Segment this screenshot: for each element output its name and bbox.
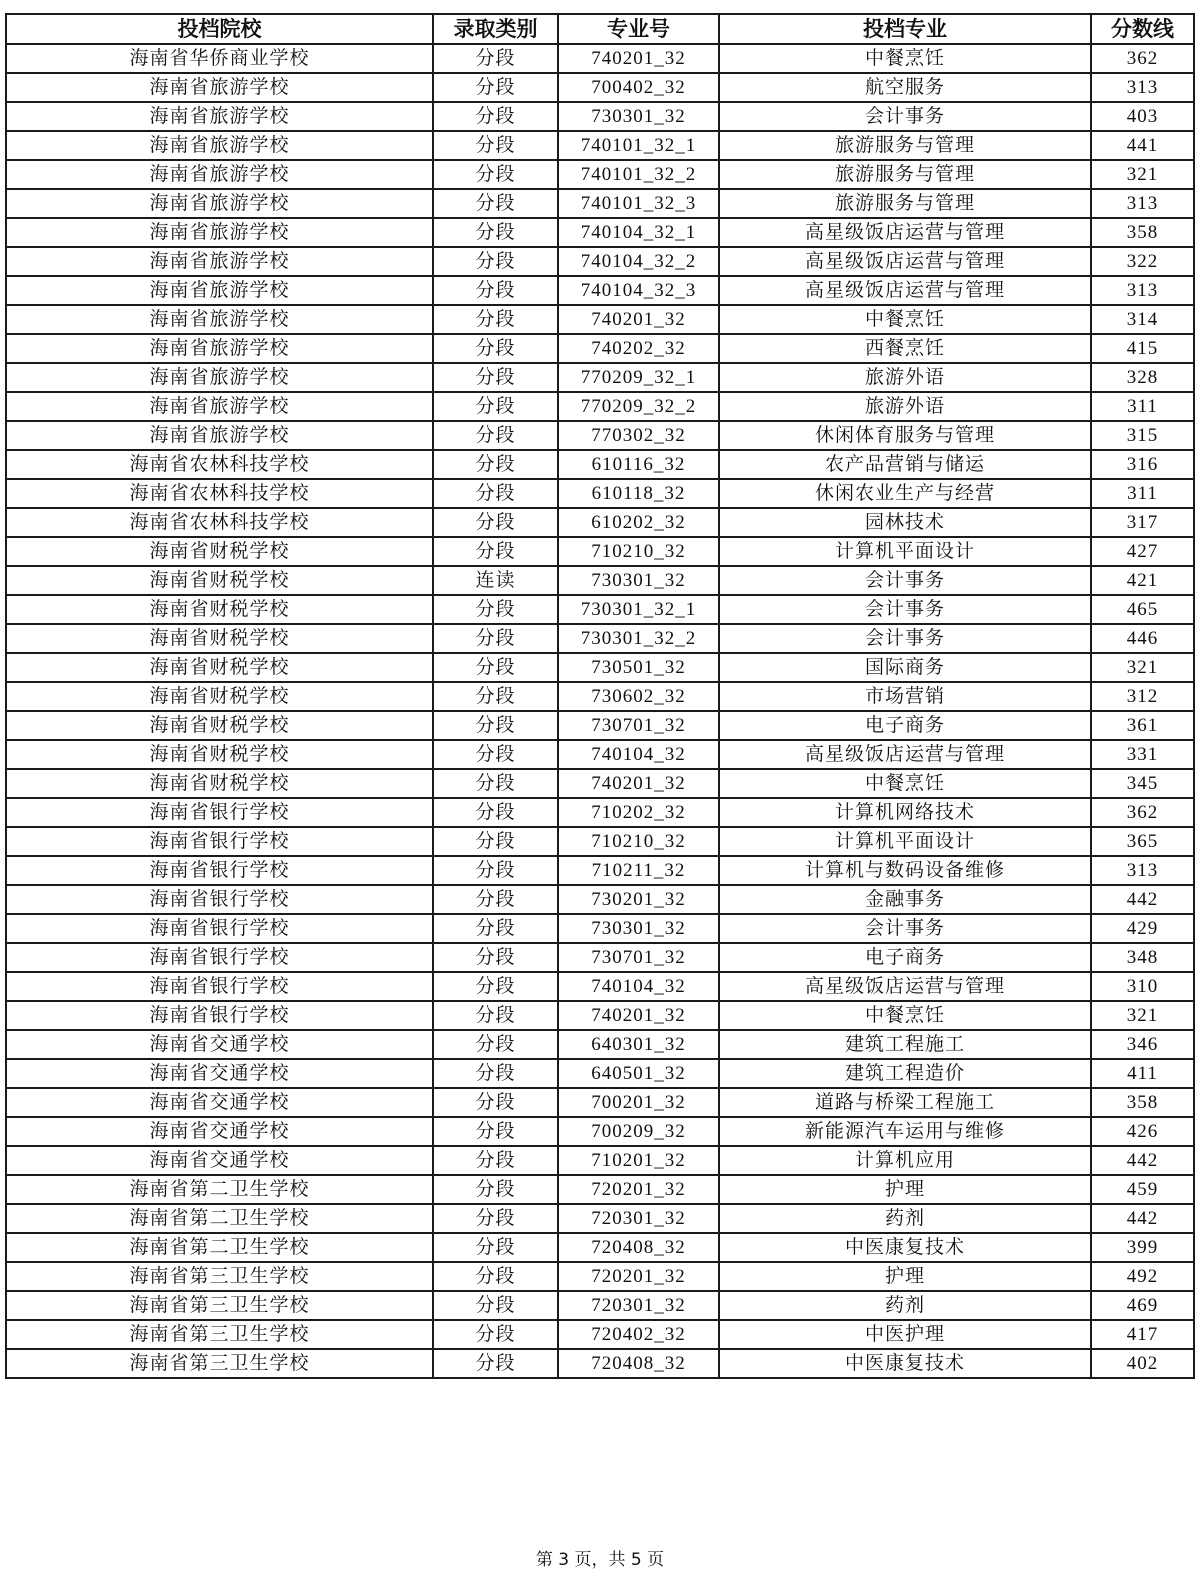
cell-school: 海南省旅游学校 bbox=[6, 102, 433, 131]
cell-major: 会计事务 bbox=[719, 566, 1091, 595]
cell-major: 高星级饭店运营与管理 bbox=[719, 247, 1091, 276]
cell-score: 399 bbox=[1091, 1233, 1194, 1262]
cell-code: 770302_32 bbox=[558, 421, 719, 450]
cell-category: 分段 bbox=[433, 624, 558, 653]
cell-score: 411 bbox=[1091, 1059, 1194, 1088]
table-row bbox=[6, 218, 1194, 247]
table-row bbox=[6, 798, 1194, 827]
cell-category: 分段 bbox=[433, 44, 558, 73]
cell-major: 护理 bbox=[719, 1175, 1091, 1204]
cell-school: 海南省农林科技学校 bbox=[6, 508, 433, 537]
cell-major: 高星级饭店运营与管理 bbox=[719, 972, 1091, 1001]
cell-major: 计算机应用 bbox=[719, 1146, 1091, 1175]
cell-score: 311 bbox=[1091, 392, 1194, 421]
table-row bbox=[6, 885, 1194, 914]
cell-school: 海南省交通学校 bbox=[6, 1059, 433, 1088]
table-row bbox=[6, 740, 1194, 769]
cell-category: 分段 bbox=[433, 769, 558, 798]
table-row bbox=[6, 595, 1194, 624]
cell-code: 740201_32 bbox=[558, 305, 719, 334]
table-row bbox=[6, 160, 1194, 189]
cell-code: 610116_32 bbox=[558, 450, 719, 479]
table-row bbox=[6, 131, 1194, 160]
cell-score: 321 bbox=[1091, 653, 1194, 682]
table-row bbox=[6, 276, 1194, 305]
table-row bbox=[6, 334, 1194, 363]
cell-school: 海南省旅游学校 bbox=[6, 189, 433, 218]
cell-major: 护理 bbox=[719, 1262, 1091, 1291]
cell-score: 313 bbox=[1091, 73, 1194, 102]
cell-code: 720201_32 bbox=[558, 1175, 719, 1204]
cell-code: 730301_32 bbox=[558, 914, 719, 943]
cell-category: 分段 bbox=[433, 305, 558, 334]
cell-code: 730301_32_2 bbox=[558, 624, 719, 653]
cell-major: 会计事务 bbox=[719, 914, 1091, 943]
cell-school: 海南省旅游学校 bbox=[6, 392, 433, 421]
table-row bbox=[6, 1349, 1194, 1378]
cell-category: 分段 bbox=[433, 421, 558, 450]
cell-major: 电子商务 bbox=[719, 943, 1091, 972]
cell-category: 分段 bbox=[433, 885, 558, 914]
cell-code: 710202_32 bbox=[558, 798, 719, 827]
table-row bbox=[6, 44, 1194, 73]
cell-category: 分段 bbox=[433, 682, 558, 711]
cell-school: 海南省第三卫生学校 bbox=[6, 1349, 433, 1378]
cell-score: 492 bbox=[1091, 1262, 1194, 1291]
cell-category: 分段 bbox=[433, 798, 558, 827]
cell-category: 分段 bbox=[433, 711, 558, 740]
table-row bbox=[6, 1233, 1194, 1262]
table-row bbox=[6, 1204, 1194, 1233]
cell-school: 海南省华侨商业学校 bbox=[6, 44, 433, 73]
cell-code: 740201_32 bbox=[558, 769, 719, 798]
cell-code: 730602_32 bbox=[558, 682, 719, 711]
table-row bbox=[6, 73, 1194, 102]
cell-code: 640301_32 bbox=[558, 1030, 719, 1059]
cell-score: 321 bbox=[1091, 160, 1194, 189]
table-row bbox=[6, 566, 1194, 595]
cell-major: 高星级饭店运营与管理 bbox=[719, 740, 1091, 769]
cell-category: 分段 bbox=[433, 740, 558, 769]
cell-school: 海南省银行学校 bbox=[6, 885, 433, 914]
cell-school: 海南省财税学校 bbox=[6, 740, 433, 769]
cell-school: 海南省旅游学校 bbox=[6, 160, 433, 189]
cell-major: 农产品营销与储运 bbox=[719, 450, 1091, 479]
cell-category: 分段 bbox=[433, 73, 558, 102]
cell-school: 海南省农林科技学校 bbox=[6, 450, 433, 479]
cell-school: 海南省财税学校 bbox=[6, 769, 433, 798]
cell-category: 分段 bbox=[433, 363, 558, 392]
cell-score: 361 bbox=[1091, 711, 1194, 740]
cell-score: 442 bbox=[1091, 885, 1194, 914]
cell-category: 分段 bbox=[433, 1204, 558, 1233]
cell-school: 海南省第二卫生学校 bbox=[6, 1175, 433, 1204]
cell-score: 365 bbox=[1091, 827, 1194, 856]
cell-category: 分段 bbox=[433, 914, 558, 943]
cell-code: 720201_32 bbox=[558, 1262, 719, 1291]
cell-category: 分段 bbox=[433, 508, 558, 537]
cell-code: 740201_32 bbox=[558, 44, 719, 73]
cell-score: 442 bbox=[1091, 1204, 1194, 1233]
table-header-row bbox=[6, 14, 1194, 44]
cell-code: 770209_32_1 bbox=[558, 363, 719, 392]
cell-major: 西餐烹饪 bbox=[719, 334, 1091, 363]
cell-score: 459 bbox=[1091, 1175, 1194, 1204]
cell-code: 720301_32 bbox=[558, 1291, 719, 1320]
cell-score: 321 bbox=[1091, 1001, 1194, 1030]
cell-code: 740101_32_3 bbox=[558, 189, 719, 218]
cell-major: 金融事务 bbox=[719, 885, 1091, 914]
page-number: 第 3 页，共 5 页 bbox=[535, 1550, 665, 1570]
cell-school: 海南省财税学校 bbox=[6, 595, 433, 624]
cell-major: 中餐烹饪 bbox=[719, 1001, 1091, 1030]
admission-score-table bbox=[5, 13, 1195, 1379]
cell-code: 700201_32 bbox=[558, 1088, 719, 1117]
cell-category: 分段 bbox=[433, 1030, 558, 1059]
table-row bbox=[6, 247, 1194, 276]
cell-major: 药剂 bbox=[719, 1204, 1091, 1233]
cell-code: 740101_32_1 bbox=[558, 131, 719, 160]
table-row bbox=[6, 653, 1194, 682]
table-row bbox=[6, 1320, 1194, 1349]
cell-major: 市场营销 bbox=[719, 682, 1091, 711]
cell-major: 新能源汽车运用与维修 bbox=[719, 1117, 1091, 1146]
cell-school: 海南省交通学校 bbox=[6, 1088, 433, 1117]
cell-school: 海南省第三卫生学校 bbox=[6, 1262, 433, 1291]
cell-score: 315 bbox=[1091, 421, 1194, 450]
cell-category: 分段 bbox=[433, 1175, 558, 1204]
cell-school: 海南省交通学校 bbox=[6, 1117, 433, 1146]
cell-code: 730701_32 bbox=[558, 943, 719, 972]
cell-school: 海南省旅游学校 bbox=[6, 305, 433, 334]
table-row bbox=[6, 1262, 1194, 1291]
cell-category: 分段 bbox=[433, 247, 558, 276]
cell-code: 730501_32 bbox=[558, 653, 719, 682]
cell-score: 316 bbox=[1091, 450, 1194, 479]
cell-category: 分段 bbox=[433, 1320, 558, 1349]
cell-score: 314 bbox=[1091, 305, 1194, 334]
cell-school: 海南省银行学校 bbox=[6, 1001, 433, 1030]
header-category: 录取类别 bbox=[433, 14, 558, 44]
cell-code: 700402_32 bbox=[558, 73, 719, 102]
cell-code: 720301_32 bbox=[558, 1204, 719, 1233]
cell-code: 710201_32 bbox=[558, 1146, 719, 1175]
cell-category: 分段 bbox=[433, 189, 558, 218]
cell-school: 海南省财税学校 bbox=[6, 624, 433, 653]
cell-major: 计算机与数码设备维修 bbox=[719, 856, 1091, 885]
cell-category: 分段 bbox=[433, 827, 558, 856]
cell-code: 740104_32 bbox=[558, 972, 719, 1001]
cell-major: 航空服务 bbox=[719, 73, 1091, 102]
cell-school: 海南省银行学校 bbox=[6, 856, 433, 885]
cell-code: 610118_32 bbox=[558, 479, 719, 508]
table-row bbox=[6, 450, 1194, 479]
table-row bbox=[6, 972, 1194, 1001]
cell-score: 313 bbox=[1091, 856, 1194, 885]
cell-code: 710210_32 bbox=[558, 537, 719, 566]
cell-score: 362 bbox=[1091, 798, 1194, 827]
cell-school: 海南省银行学校 bbox=[6, 972, 433, 1001]
cell-category: 分段 bbox=[433, 1349, 558, 1378]
cell-score: 402 bbox=[1091, 1349, 1194, 1378]
cell-score: 362 bbox=[1091, 44, 1194, 73]
cell-school: 海南省旅游学校 bbox=[6, 334, 433, 363]
cell-major: 园林技术 bbox=[719, 508, 1091, 537]
cell-code: 740104_32_3 bbox=[558, 276, 719, 305]
table-row bbox=[6, 1146, 1194, 1175]
cell-code: 730301_32_1 bbox=[558, 595, 719, 624]
cell-school: 海南省旅游学校 bbox=[6, 421, 433, 450]
table-row bbox=[6, 1175, 1194, 1204]
cell-score: 358 bbox=[1091, 1088, 1194, 1117]
cell-code: 720408_32 bbox=[558, 1233, 719, 1262]
cell-category: 分段 bbox=[433, 537, 558, 566]
cell-category: 分段 bbox=[433, 856, 558, 885]
cell-score: 441 bbox=[1091, 131, 1194, 160]
cell-score: 348 bbox=[1091, 943, 1194, 972]
cell-code: 740104_32_2 bbox=[558, 247, 719, 276]
cell-school: 海南省第二卫生学校 bbox=[6, 1233, 433, 1262]
cell-major: 计算机平面设计 bbox=[719, 827, 1091, 856]
cell-code: 740104_32_1 bbox=[558, 218, 719, 247]
cell-school: 海南省交通学校 bbox=[6, 1030, 433, 1059]
table-body bbox=[6, 44, 1194, 1378]
cell-major: 旅游服务与管理 bbox=[719, 160, 1091, 189]
cell-score: 417 bbox=[1091, 1320, 1194, 1349]
header-code: 专业号 bbox=[558, 14, 719, 44]
cell-category: 分段 bbox=[433, 276, 558, 305]
cell-score: 313 bbox=[1091, 276, 1194, 305]
cell-score: 310 bbox=[1091, 972, 1194, 1001]
cell-score: 317 bbox=[1091, 508, 1194, 537]
cell-school: 海南省旅游学校 bbox=[6, 73, 433, 102]
cell-school: 海南省第三卫生学校 bbox=[6, 1291, 433, 1320]
cell-major: 计算机网络技术 bbox=[719, 798, 1091, 827]
cell-school: 海南省银行学校 bbox=[6, 943, 433, 972]
cell-major: 中餐烹饪 bbox=[719, 305, 1091, 334]
cell-major: 旅游外语 bbox=[719, 363, 1091, 392]
cell-school: 海南省第二卫生学校 bbox=[6, 1204, 433, 1233]
cell-school: 海南省银行学校 bbox=[6, 798, 433, 827]
table-row bbox=[6, 421, 1194, 450]
cell-code: 740101_32_2 bbox=[558, 160, 719, 189]
cell-score: 426 bbox=[1091, 1117, 1194, 1146]
cell-score: 312 bbox=[1091, 682, 1194, 711]
table-row bbox=[6, 305, 1194, 334]
cell-category: 分段 bbox=[433, 1059, 558, 1088]
cell-score: 421 bbox=[1091, 566, 1194, 595]
cell-major: 高星级饭店运营与管理 bbox=[719, 218, 1091, 247]
cell-score: 358 bbox=[1091, 218, 1194, 247]
cell-school: 海南省财税学校 bbox=[6, 653, 433, 682]
cell-score: 427 bbox=[1091, 537, 1194, 566]
cell-category: 分段 bbox=[433, 943, 558, 972]
cell-school: 海南省银行学校 bbox=[6, 827, 433, 856]
cell-category: 分段 bbox=[433, 1233, 558, 1262]
cell-major: 国际商务 bbox=[719, 653, 1091, 682]
cell-category: 分段 bbox=[433, 1117, 558, 1146]
cell-major: 旅游外语 bbox=[719, 392, 1091, 421]
cell-category: 分段 bbox=[433, 102, 558, 131]
cell-school: 海南省农林科技学校 bbox=[6, 479, 433, 508]
cell-major: 旅游服务与管理 bbox=[719, 131, 1091, 160]
cell-category: 分段 bbox=[433, 972, 558, 1001]
table-row bbox=[6, 189, 1194, 218]
cell-category: 分段 bbox=[433, 450, 558, 479]
cell-major: 中医康复技术 bbox=[719, 1233, 1091, 1262]
cell-major: 中医康复技术 bbox=[719, 1349, 1091, 1378]
cell-score: 465 bbox=[1091, 595, 1194, 624]
cell-major: 建筑工程造价 bbox=[719, 1059, 1091, 1088]
table-row bbox=[6, 363, 1194, 392]
cell-major: 会计事务 bbox=[719, 595, 1091, 624]
cell-code: 610202_32 bbox=[558, 508, 719, 537]
cell-code: 640501_32 bbox=[558, 1059, 719, 1088]
cell-school: 海南省旅游学校 bbox=[6, 218, 433, 247]
cell-major: 药剂 bbox=[719, 1291, 1091, 1320]
table-row bbox=[6, 392, 1194, 421]
cell-category: 分段 bbox=[433, 334, 558, 363]
cell-category: 分段 bbox=[433, 1262, 558, 1291]
cell-code: 710211_32 bbox=[558, 856, 719, 885]
cell-school: 海南省财税学校 bbox=[6, 566, 433, 595]
cell-school: 海南省旅游学校 bbox=[6, 363, 433, 392]
cell-code: 700209_32 bbox=[558, 1117, 719, 1146]
cell-major: 电子商务 bbox=[719, 711, 1091, 740]
cell-major: 中餐烹饪 bbox=[719, 769, 1091, 798]
cell-category: 连读 bbox=[433, 566, 558, 595]
cell-major: 中餐烹饪 bbox=[719, 44, 1091, 73]
table-row bbox=[6, 1001, 1194, 1030]
table-row bbox=[6, 508, 1194, 537]
cell-major: 道路与桥梁工程施工 bbox=[719, 1088, 1091, 1117]
table-row bbox=[6, 1030, 1194, 1059]
cell-school: 海南省旅游学校 bbox=[6, 131, 433, 160]
cell-major: 中医护理 bbox=[719, 1320, 1091, 1349]
cell-major: 会计事务 bbox=[719, 102, 1091, 131]
table-row bbox=[6, 943, 1194, 972]
header-school: 投档院校 bbox=[6, 14, 433, 44]
cell-code: 740104_32 bbox=[558, 740, 719, 769]
cell-school: 海南省财税学校 bbox=[6, 682, 433, 711]
cell-code: 730301_32 bbox=[558, 102, 719, 131]
header-score: 分数线 bbox=[1091, 14, 1194, 44]
table-row bbox=[6, 827, 1194, 856]
cell-code: 720408_32 bbox=[558, 1349, 719, 1378]
cell-score: 446 bbox=[1091, 624, 1194, 653]
table-row bbox=[6, 537, 1194, 566]
cell-category: 分段 bbox=[433, 595, 558, 624]
cell-school: 海南省旅游学校 bbox=[6, 247, 433, 276]
cell-code: 720402_32 bbox=[558, 1320, 719, 1349]
header-major: 投档专业 bbox=[719, 14, 1091, 44]
cell-school: 海南省银行学校 bbox=[6, 914, 433, 943]
cell-category: 分段 bbox=[433, 1001, 558, 1030]
cell-score: 331 bbox=[1091, 740, 1194, 769]
cell-code: 730701_32 bbox=[558, 711, 719, 740]
cell-major: 高星级饭店运营与管理 bbox=[719, 276, 1091, 305]
cell-code: 730201_32 bbox=[558, 885, 719, 914]
cell-category: 分段 bbox=[433, 1146, 558, 1175]
cell-major: 休闲体育服务与管理 bbox=[719, 421, 1091, 450]
cell-score: 469 bbox=[1091, 1291, 1194, 1320]
cell-school: 海南省财税学校 bbox=[6, 537, 433, 566]
table-row bbox=[6, 479, 1194, 508]
table-row bbox=[6, 102, 1194, 131]
table-row bbox=[6, 914, 1194, 943]
table-row bbox=[6, 624, 1194, 653]
cell-school: 海南省财税学校 bbox=[6, 711, 433, 740]
cell-score: 415 bbox=[1091, 334, 1194, 363]
cell-code: 740201_32 bbox=[558, 1001, 719, 1030]
table-row bbox=[6, 1088, 1194, 1117]
cell-score: 346 bbox=[1091, 1030, 1194, 1059]
cell-score: 311 bbox=[1091, 479, 1194, 508]
cell-category: 分段 bbox=[433, 160, 558, 189]
cell-category: 分段 bbox=[433, 1088, 558, 1117]
cell-score: 322 bbox=[1091, 247, 1194, 276]
cell-category: 分段 bbox=[433, 479, 558, 508]
table-row bbox=[6, 711, 1194, 740]
cell-code: 710210_32 bbox=[558, 827, 719, 856]
table-row bbox=[6, 1291, 1194, 1320]
table-row bbox=[6, 769, 1194, 798]
cell-major: 旅游服务与管理 bbox=[719, 189, 1091, 218]
table-row bbox=[6, 682, 1194, 711]
cell-category: 分段 bbox=[433, 131, 558, 160]
cell-major: 会计事务 bbox=[719, 624, 1091, 653]
cell-category: 分段 bbox=[433, 653, 558, 682]
cell-school: 海南省交通学校 bbox=[6, 1146, 433, 1175]
cell-major: 建筑工程施工 bbox=[719, 1030, 1091, 1059]
cell-category: 分段 bbox=[433, 392, 558, 421]
cell-category: 分段 bbox=[433, 1291, 558, 1320]
cell-score: 328 bbox=[1091, 363, 1194, 392]
table-row bbox=[6, 856, 1194, 885]
cell-score: 442 bbox=[1091, 1146, 1194, 1175]
cell-score: 403 bbox=[1091, 102, 1194, 131]
cell-code: 730301_32 bbox=[558, 566, 719, 595]
cell-code: 740202_32 bbox=[558, 334, 719, 363]
cell-category: 分段 bbox=[433, 218, 558, 247]
cell-code: 770209_32_2 bbox=[558, 392, 719, 421]
cell-score: 313 bbox=[1091, 189, 1194, 218]
cell-score: 345 bbox=[1091, 769, 1194, 798]
table-row bbox=[6, 1059, 1194, 1088]
cell-school: 海南省旅游学校 bbox=[6, 276, 433, 305]
cell-school: 海南省第三卫生学校 bbox=[6, 1320, 433, 1349]
cell-major: 计算机平面设计 bbox=[719, 537, 1091, 566]
cell-major: 休闲农业生产与经营 bbox=[719, 479, 1091, 508]
table-row bbox=[6, 1117, 1194, 1146]
cell-score: 429 bbox=[1091, 914, 1194, 943]
